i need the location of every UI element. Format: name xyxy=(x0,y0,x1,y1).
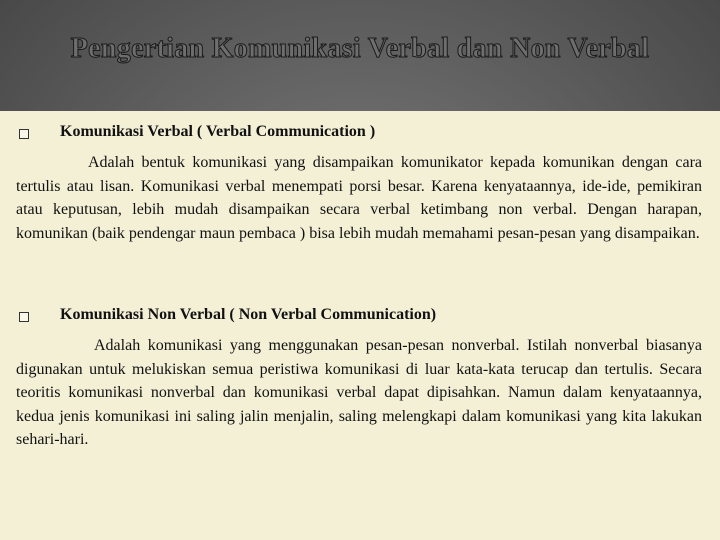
square-bullet-icon xyxy=(19,312,29,322)
section-heading-verbal: Komunikasi Verbal ( Verbal Communication ) xyxy=(60,123,376,140)
slide-title: Pengertian Komunikasi Verbal dan Non Verbal xyxy=(70,33,650,64)
content-panel xyxy=(0,111,720,540)
square-bullet-icon xyxy=(19,129,29,139)
section-body-verbal: Adalah bentuk komunikasi yang disampaikan komunikator kepada komunikan dengan cara tertulis atau lisan. Komunikasi verbal menempati porsi besar. Karena kenyataannya, ide-ide, pemikiran atau keputusan, lebih mudah disampaikan secara verbal ketimbang non verbal. Dengan harapan, komunikan (baik pendengar maun pembaca ) bisa lebih mudah memahami pesan-pesan yang disampaikan. xyxy=(16,154,702,242)
section-body-nonverbal: Adalah komunikasi yang menggunakan pesan-pesan nonverbal. Istilah nonverbal biasanya digunakan untuk melukiskan semua peristiwa komunikasi di luar kata-kata terucap dan tertulis. Secara teoritis komunikasi nonverbal dan komunikasi verbal dapat dipisahkan. Namun dalam kenyataannya, kedua jenis komunikasi ini saling jalin menjalin, saling melengkapi dalam komunikasi yang kita lakukan sehari-hari. xyxy=(16,337,702,449)
section-heading-nonverbal: Komunikasi Non Verbal ( Non Verbal Communication) xyxy=(60,306,437,323)
